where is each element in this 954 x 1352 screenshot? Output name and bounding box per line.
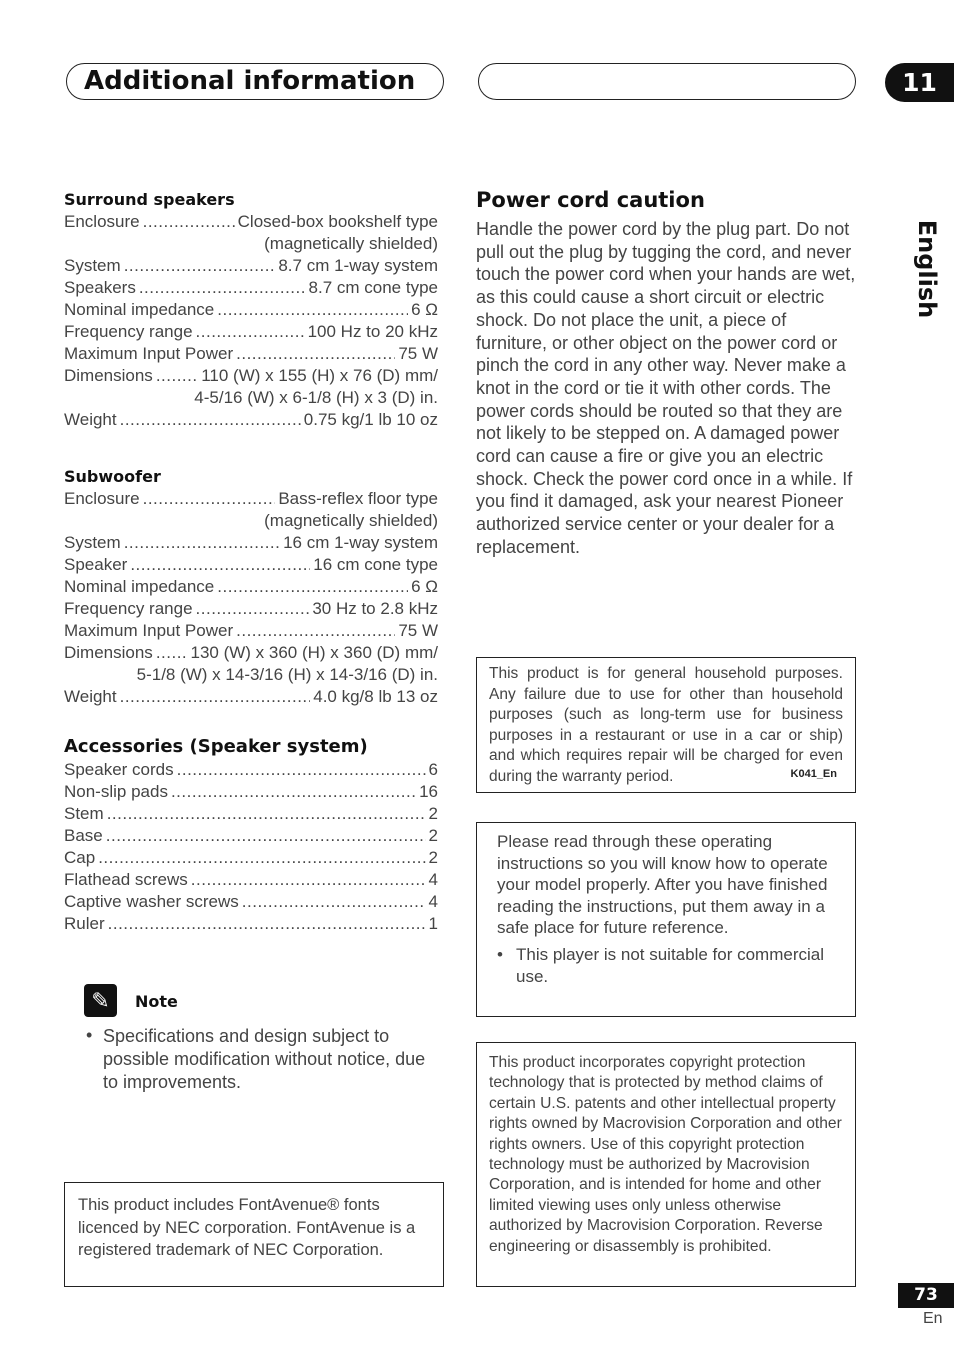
spec-value: 8.7 cm cone type: [308, 278, 438, 297]
page-title: Additional information: [84, 66, 416, 96]
dot-leader: [98, 847, 425, 869]
dot-leader: [106, 825, 426, 847]
spec-value-continued: 4-5/16 (W) x 6-1/8 (H) x 3 (D) in.: [194, 388, 438, 407]
dot-leader: [242, 891, 426, 913]
spec-value-continued: (magnetically shielded): [264, 511, 438, 530]
subwoofer-heading: Subwoofer: [64, 467, 161, 486]
spec-value: 4: [428, 870, 438, 889]
dot-leader: [217, 299, 408, 321]
copyright-text: This product incorporates copyright protection technology that is protected by method claims of certain U.S. patents and other intellectual property rights owned by Macrovision Corporation and other rights owners. Use of this copyright protection technology must be authorized by Macrovision Corporation, and is intended for home and other limited viewing uses only unless otherwise authorized by Macrovision Corporation. Reverse engineering or disassembly is prohibited.: [489, 1054, 842, 1255]
spec-value: 4: [428, 892, 438, 911]
spec-label: Stem: [64, 804, 104, 823]
note-label: Note: [135, 992, 178, 1011]
spec-label: Nominal impedance: [64, 577, 215, 596]
dot-leader: [171, 781, 416, 803]
spec-row: [64, 781, 438, 803]
spec-row: [64, 825, 438, 847]
fontavenue-box: [64, 1182, 444, 1287]
bullet: •: [86, 1025, 93, 1045]
chapter-number: 11: [885, 63, 954, 102]
spec-value: 6 Ω: [411, 300, 438, 319]
subwoofer-specs: [64, 466, 438, 708]
spec-row: [64, 343, 438, 365]
spec-row: [64, 409, 438, 431]
dot-leader: [143, 488, 276, 510]
spec-value: 100 Hz to 20 kHz: [307, 322, 438, 341]
spec-row: [64, 299, 438, 321]
spec-label: Speaker cords: [64, 760, 174, 779]
spec-value: 75 W: [398, 621, 438, 640]
dot-leader: [156, 642, 188, 664]
spec-row: [64, 554, 438, 576]
accessories-heading: Accessories (Speaker system): [64, 736, 368, 757]
spec-row: [64, 891, 438, 913]
household-box: [476, 657, 856, 793]
dot-leader: [139, 277, 306, 299]
spec-label: Maximum Input Power: [64, 621, 234, 640]
spec-label: Enclosure: [64, 489, 140, 508]
pencil-icon: ✎: [84, 984, 117, 1017]
spec-row: [64, 598, 438, 620]
spec-value-continued: 5-1/8 (W) x 14-3/16 (H) x 14-3/16 (D) in.: [136, 665, 438, 684]
dot-leader: [107, 803, 426, 825]
accessories-specs: [64, 736, 438, 935]
note-text: Specifications and design subject to possible modification without notice, due to improvements.: [103, 1026, 426, 1092]
spec-label: System: [64, 256, 121, 275]
spec-value: 2: [428, 826, 438, 845]
spec-value: Closed-box bookshelf type: [237, 212, 438, 231]
spec-label: Dimensions: [64, 366, 153, 385]
spec-value: 16 cm cone type: [313, 555, 438, 574]
spec-value: Bass-reflex floor type: [278, 489, 438, 508]
spec-label: Enclosure: [64, 212, 140, 231]
dot-leader: [124, 532, 280, 554]
spec-value: 6: [428, 760, 438, 779]
household-code: K041_En: [790, 767, 837, 780]
dot-leader: [196, 321, 305, 343]
page-number: 73: [898, 1283, 954, 1308]
read-bullet-text: This player is not suitable for commercial use.: [516, 944, 825, 986]
spec-row: [64, 277, 438, 299]
dot-leader: [177, 759, 426, 781]
spec-row: [64, 642, 438, 664]
surround-specs: [64, 189, 438, 431]
power-text: Handle the power cord by the plug part. Do not pull out the plug by tugging the cord, and never touch the power cord when your hands are wet, as this could cause a short circuit or electric shock. Do not place the unit, a piece of furniture, or other object on the power cord or pinch the cord in any other way. Never make a knot in the cord or tie it with other cords. The power cords should be routed so that they are not likely to be stepped on. A damaged power cord can cause a fire or give you an electric shock. Check the power cord once in a while. If you find it damaged, ask your nearest Pioneer authorized service center or your dealer for a replacement.: [476, 219, 856, 557]
spec-row: [64, 365, 438, 387]
dot-leader: [143, 211, 235, 233]
spec-row: [64, 847, 438, 869]
spec-label: Maximum Input Power: [64, 344, 234, 363]
spec-label: System: [64, 533, 121, 552]
dot-leader: [196, 598, 310, 620]
dot-leader: [156, 365, 198, 387]
spec-row: [64, 488, 438, 510]
spec-value: 2: [428, 848, 438, 867]
spec-value: 130 (W) x 360 (H) x 360 (D) mm/: [190, 643, 438, 662]
spec-label: Cap: [64, 848, 96, 867]
dot-leader: [124, 255, 276, 277]
language-tab: English: [913, 219, 942, 319]
spec-label: Base: [64, 826, 103, 845]
spec-value-continued: (magnetically shielded): [264, 234, 438, 253]
dot-leader: [191, 869, 426, 891]
spec-value: 16: [419, 782, 438, 801]
spec-row: [64, 869, 438, 891]
dot-leader: [108, 913, 426, 935]
spec-label: Weight: [64, 410, 117, 429]
spec-label: Flathead screws: [64, 870, 188, 889]
spec-row: [64, 255, 438, 277]
dot-leader: [120, 409, 301, 431]
spec-row: [64, 686, 438, 708]
household-text: This product is for general household purposes. Any failure due to use for other than household purposes (such as long-term use for business purposes in a restaurant or use in a car or ship) and which requires repair will be charged for even during the warranty period.: [489, 665, 843, 785]
spec-label: Frequency range: [64, 599, 193, 618]
spec-value: 8.7 cm 1-way system: [278, 256, 438, 275]
dot-leader: [236, 620, 395, 642]
spec-row: [64, 321, 438, 343]
read-box: [476, 822, 856, 1017]
read-text: Please read through these operating instructions so you will know how to operate your model properly. After you have finished reading the instructions, put them away in a safe place for future reference.: [497, 832, 828, 938]
spec-value: 75 W: [398, 344, 438, 363]
dot-leader: [120, 686, 311, 708]
spec-label: Ruler: [64, 914, 105, 933]
spec-value: 30 Hz to 2.8 kHz: [312, 599, 438, 618]
page-language: En: [923, 1310, 943, 1327]
dot-leader: [217, 576, 408, 598]
spec-row: [64, 620, 438, 642]
spec-row: [64, 759, 438, 781]
spec-label: Captive washer screws: [64, 892, 239, 911]
spec-label: Weight: [64, 687, 117, 706]
spec-label: Dimensions: [64, 643, 153, 662]
spec-row: [64, 211, 438, 233]
spec-label: Speaker: [64, 555, 128, 574]
empty-pill: [478, 63, 856, 100]
copyright-box: [476, 1042, 856, 1287]
title-pill: [66, 63, 444, 100]
spec-row: [64, 576, 438, 598]
spec-value: 110 (W) x 155 (H) x 76 (D) mm/: [201, 366, 438, 385]
fontavenue-text: This product includes FontAvenue® fonts licenced by NEC corporation. FontAvenue is a registered trademark of NEC Corporation.: [78, 1196, 416, 1259]
power-heading: Power cord caution: [476, 188, 705, 212]
spec-label: Non-slip pads: [64, 782, 168, 801]
spec-value: 6 Ω: [411, 577, 438, 596]
surround-heading: Surround speakers: [64, 190, 235, 209]
spec-label: Nominal impedance: [64, 300, 215, 319]
read-bullet-item: • This player is not suitable for commercial use.: [497, 944, 845, 987]
spec-value: 4.0 kg/8 lb 13 oz: [313, 687, 438, 706]
spec-value: 16 cm 1-way system: [283, 533, 438, 552]
dot-leader: [236, 343, 395, 365]
spec-value: 2: [428, 804, 438, 823]
spec-row: [64, 913, 438, 935]
dot-leader: [130, 554, 310, 576]
spec-row: [64, 532, 438, 554]
spec-label: Frequency range: [64, 322, 193, 341]
spec-value: 1: [428, 914, 438, 933]
spec-value: 0.75 kg/1 lb 10 oz: [303, 410, 438, 429]
spec-label: Speakers: [64, 278, 136, 297]
spec-row: [64, 803, 438, 825]
